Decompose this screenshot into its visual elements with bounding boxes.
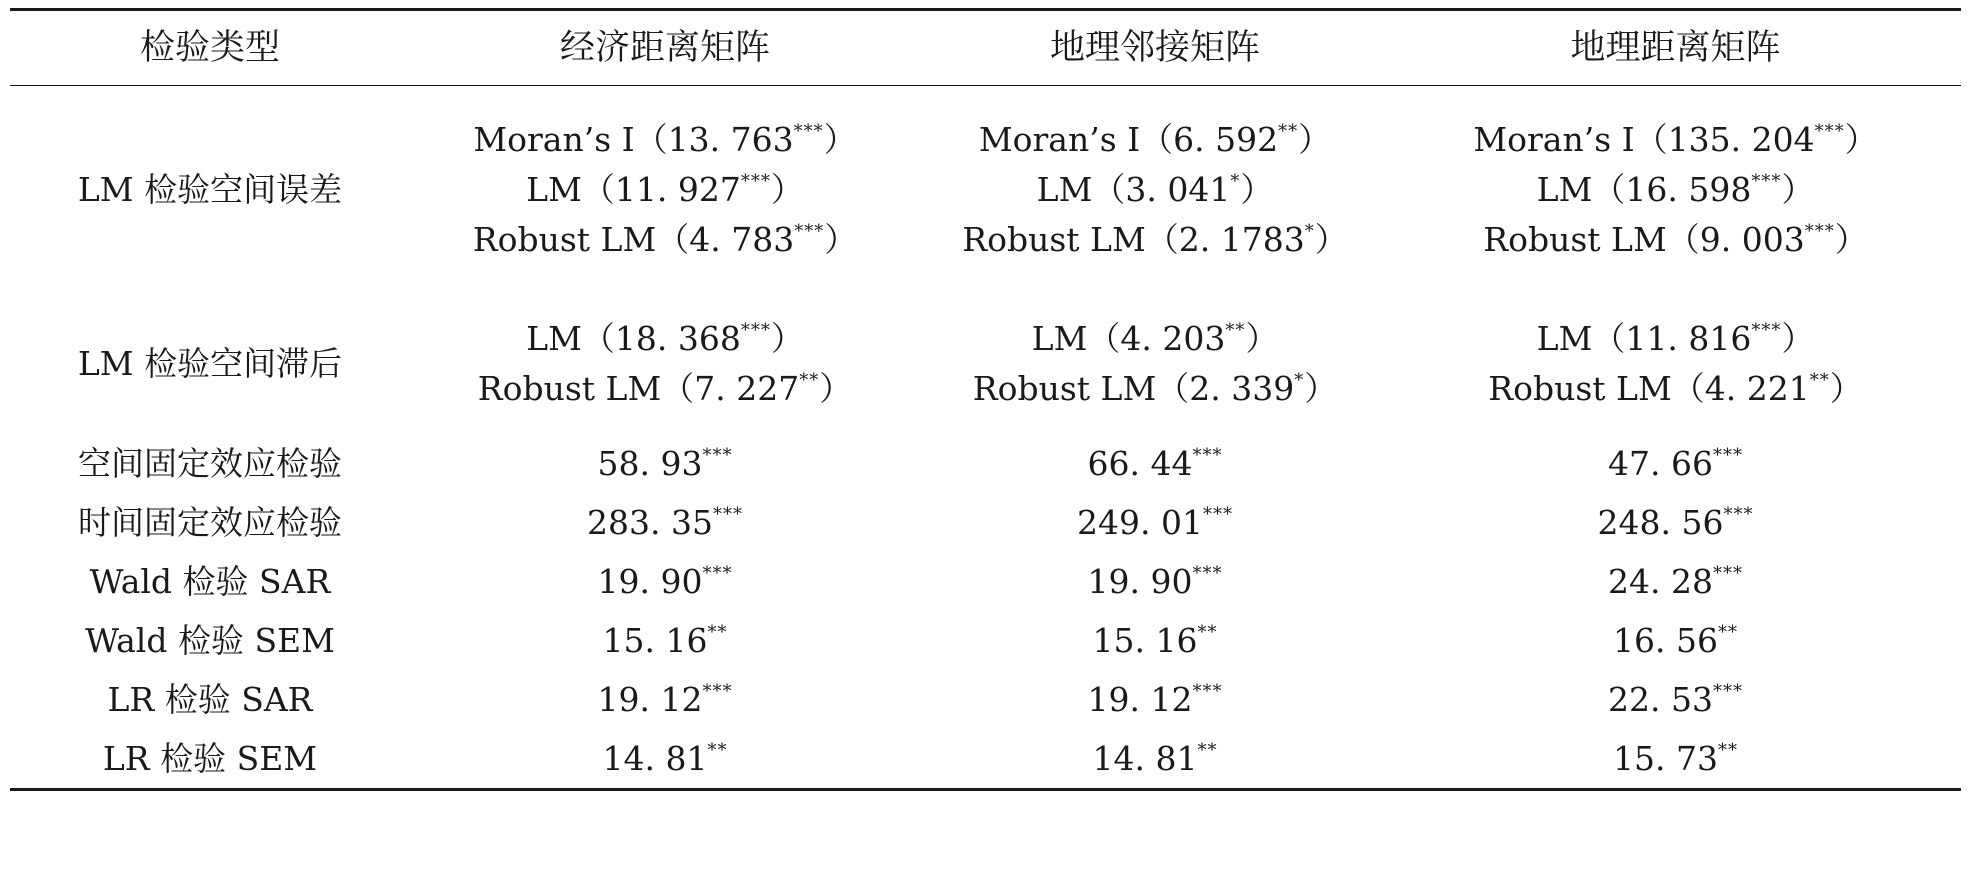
results-table bbox=[10, 8, 1961, 791]
significance-stars: *** bbox=[1192, 445, 1223, 466]
significance-stars: *** bbox=[1712, 563, 1743, 584]
closing-parenthesis: ） bbox=[824, 219, 858, 259]
table-cell bbox=[920, 318, 1390, 408]
statistic-value: 19. 12 bbox=[1087, 680, 1193, 719]
statistic-value: 14. 81 bbox=[1092, 739, 1198, 778]
table-cell bbox=[410, 680, 920, 719]
cell-line bbox=[920, 562, 1390, 601]
statistic-value: LM（4. 203 bbox=[1031, 318, 1226, 358]
table-cell bbox=[1390, 318, 1961, 408]
header-economic-distance: 经济距离矩阵 bbox=[559, 27, 770, 68]
cell-line bbox=[410, 119, 920, 159]
statistic-value: 15. 16 bbox=[602, 621, 708, 660]
table-cell bbox=[1390, 562, 1961, 601]
cell-line bbox=[1390, 562, 1961, 601]
significance-stars: *** bbox=[1192, 681, 1223, 702]
significance-stars: *** bbox=[702, 445, 733, 466]
table-row bbox=[10, 493, 1961, 552]
table-cell bbox=[410, 503, 920, 542]
closing-parenthesis: ） bbox=[823, 119, 857, 159]
table-cell bbox=[410, 444, 920, 483]
significance-stars: *** bbox=[793, 120, 824, 142]
closing-parenthesis: ） bbox=[1829, 368, 1863, 408]
statistic-value: 24. 28 bbox=[1608, 562, 1713, 601]
closing-parenthesis: ） bbox=[1240, 169, 1274, 209]
statistic-value: Robust LM（2. 1783 bbox=[962, 219, 1305, 259]
closing-parenthesis: ） bbox=[1298, 119, 1332, 159]
significance-stars: ** bbox=[707, 622, 728, 643]
closing-parenthesis: ） bbox=[1781, 318, 1815, 358]
row-label: Wald 检验 SEM bbox=[85, 621, 335, 660]
row-label: LM 检验空间误差 bbox=[77, 169, 343, 209]
table-cell bbox=[920, 621, 1390, 660]
cell-line bbox=[410, 368, 920, 408]
cell-line bbox=[410, 169, 920, 209]
table-row bbox=[10, 292, 1961, 434]
table-row bbox=[10, 552, 1961, 611]
table-cell bbox=[920, 503, 1390, 542]
cell-line bbox=[410, 444, 920, 483]
cell-line bbox=[920, 621, 1390, 660]
table-cell bbox=[410, 318, 920, 408]
significance-stars: * bbox=[1230, 170, 1241, 192]
significance-stars: * bbox=[1294, 369, 1305, 391]
significance-stars: * bbox=[1304, 220, 1315, 242]
cell-line bbox=[410, 562, 920, 601]
statistic-value: 66. 44 bbox=[1087, 444, 1193, 483]
significance-stars: *** bbox=[794, 220, 825, 242]
significance-stars: *** bbox=[1712, 445, 1743, 466]
table-cell bbox=[410, 621, 920, 660]
table-cell bbox=[1390, 444, 1961, 483]
table-row bbox=[10, 611, 1961, 670]
statistic-value: 58. 93 bbox=[597, 444, 703, 483]
statistic-value: 47. 66 bbox=[1608, 444, 1713, 483]
cell-line bbox=[410, 318, 920, 358]
closing-parenthesis: ） bbox=[1781, 169, 1815, 209]
significance-stars: *** bbox=[1804, 220, 1835, 242]
statistic-value: 19. 90 bbox=[1087, 562, 1193, 601]
statistic-value: Moran’s I（135. 204 bbox=[1473, 119, 1815, 159]
significance-stars: *** bbox=[702, 681, 733, 702]
cell-line bbox=[920, 444, 1390, 483]
significance-stars: ** bbox=[799, 369, 820, 391]
closing-parenthesis: ） bbox=[770, 318, 804, 358]
statistic-value: Robust LM（7. 227 bbox=[477, 368, 800, 408]
significance-stars: ** bbox=[1278, 120, 1299, 142]
table-cell bbox=[920, 562, 1390, 601]
cell-line bbox=[1390, 621, 1961, 660]
table-row bbox=[10, 86, 1961, 292]
header-test-type: 检验类型 bbox=[139, 27, 280, 68]
statistic-value: Robust LM（4. 221 bbox=[1488, 368, 1810, 408]
statistic-value: 283. 35 bbox=[587, 503, 713, 542]
cell-line bbox=[410, 503, 920, 542]
cell-line bbox=[1390, 219, 1961, 259]
statistic-value: 22. 53 bbox=[1608, 680, 1713, 719]
cell-line bbox=[410, 739, 920, 778]
significance-stars: *** bbox=[1712, 681, 1743, 702]
row-label: Wald 检验 SAR bbox=[89, 562, 331, 601]
closing-parenthesis: ） bbox=[1844, 119, 1878, 159]
significance-stars: *** bbox=[740, 170, 771, 192]
cell-line bbox=[1390, 119, 1961, 159]
closing-parenthesis: ） bbox=[1314, 219, 1348, 259]
table-cell bbox=[1390, 503, 1961, 542]
closing-parenthesis: ） bbox=[770, 169, 804, 209]
table-cell bbox=[410, 119, 920, 259]
significance-stars: ** bbox=[1717, 622, 1738, 643]
statistic-value: 15. 73 bbox=[1613, 739, 1718, 778]
significance-stars: *** bbox=[1202, 504, 1233, 525]
statistic-value: Robust LM（9. 003 bbox=[1483, 219, 1805, 259]
table-cell bbox=[920, 680, 1390, 719]
header-geographic-distance: 地理距离矩阵 bbox=[1570, 27, 1781, 68]
cell-line bbox=[920, 739, 1390, 778]
statistic-value: 15. 16 bbox=[1092, 621, 1198, 660]
table-row bbox=[10, 729, 1961, 788]
row-label: LR 检验 SEM bbox=[102, 739, 318, 778]
statistic-value: LM（16. 598 bbox=[1536, 169, 1752, 209]
statistic-value: Robust LM（2. 339 bbox=[972, 368, 1295, 408]
significance-stars: ** bbox=[1809, 369, 1830, 391]
table-cell bbox=[920, 119, 1390, 259]
cell-line bbox=[920, 169, 1390, 209]
table-cell bbox=[1390, 119, 1961, 259]
bottom-rule bbox=[10, 788, 1961, 791]
statistic-value: 14. 81 bbox=[602, 739, 708, 778]
significance-stars: *** bbox=[702, 563, 733, 584]
closing-parenthesis: ） bbox=[1304, 368, 1338, 408]
statistic-value: Moran’s I（13. 763 bbox=[473, 119, 794, 159]
cell-line bbox=[410, 680, 920, 719]
header-geographic-adjacency: 地理邻接矩阵 bbox=[1049, 27, 1260, 68]
table-cell bbox=[1390, 680, 1961, 719]
statistic-value: 248. 56 bbox=[1597, 503, 1724, 542]
table-cell bbox=[1390, 621, 1961, 660]
cell-line bbox=[920, 318, 1390, 358]
cell-line bbox=[1390, 169, 1961, 209]
cell-line bbox=[410, 219, 920, 259]
table-row bbox=[10, 670, 1961, 729]
table-cell bbox=[410, 562, 920, 601]
table-cell bbox=[920, 739, 1390, 778]
cell-line bbox=[1390, 368, 1961, 408]
header-row bbox=[10, 11, 1961, 85]
cell-line bbox=[920, 219, 1390, 259]
table-cell bbox=[1390, 739, 1961, 778]
cell-line bbox=[1390, 444, 1961, 483]
statistic-value: Robust LM（4. 783 bbox=[472, 219, 795, 259]
cell-line bbox=[920, 680, 1390, 719]
significance-stars: ** bbox=[1197, 622, 1218, 643]
closing-parenthesis: ） bbox=[819, 368, 853, 408]
statistic-value: LM（18. 368 bbox=[526, 318, 741, 358]
statistic-value: 249. 01 bbox=[1077, 503, 1203, 542]
significance-stars: *** bbox=[1814, 120, 1845, 142]
cell-line bbox=[1390, 739, 1961, 778]
table-cell bbox=[920, 444, 1390, 483]
significance-stars: *** bbox=[1723, 504, 1754, 525]
row-label: 时间固定效应检验 bbox=[78, 503, 342, 542]
cell-line bbox=[1390, 503, 1961, 542]
row-label: 空间固定效应检验 bbox=[78, 444, 342, 483]
cell-line bbox=[410, 621, 920, 660]
significance-stars: ** bbox=[707, 740, 728, 761]
cell-line bbox=[1390, 318, 1961, 358]
closing-parenthesis: ） bbox=[1245, 318, 1279, 358]
statistic-value: Moran’s I（6. 592 bbox=[978, 119, 1279, 159]
row-label: LR 检验 SAR bbox=[107, 680, 313, 719]
cell-line bbox=[920, 368, 1390, 408]
statistic-value: LM（3. 041 bbox=[1036, 169, 1231, 209]
significance-stars: *** bbox=[712, 504, 743, 525]
significance-stars: *** bbox=[1751, 319, 1782, 341]
statistic-value: LM（11. 816 bbox=[1536, 318, 1752, 358]
statistic-value: LM（11. 927 bbox=[526, 169, 741, 209]
significance-stars: ** bbox=[1197, 740, 1218, 761]
significance-stars: *** bbox=[1192, 563, 1223, 584]
significance-stars: *** bbox=[1751, 170, 1782, 192]
statistic-value: 16. 56 bbox=[1613, 621, 1718, 660]
row-label: LM 检验空间滞后 bbox=[77, 343, 343, 383]
significance-stars: ** bbox=[1717, 740, 1738, 761]
significance-stars: *** bbox=[740, 319, 771, 341]
closing-parenthesis: ） bbox=[1834, 219, 1868, 259]
statistic-value: 19. 90 bbox=[597, 562, 703, 601]
significance-stars: ** bbox=[1225, 319, 1246, 341]
statistic-value: 19. 12 bbox=[597, 680, 703, 719]
table-body bbox=[10, 86, 1961, 788]
cell-line bbox=[920, 119, 1390, 159]
cell-line bbox=[1390, 680, 1961, 719]
table-cell bbox=[410, 739, 920, 778]
cell-line bbox=[920, 503, 1390, 542]
table-row bbox=[10, 434, 1961, 493]
